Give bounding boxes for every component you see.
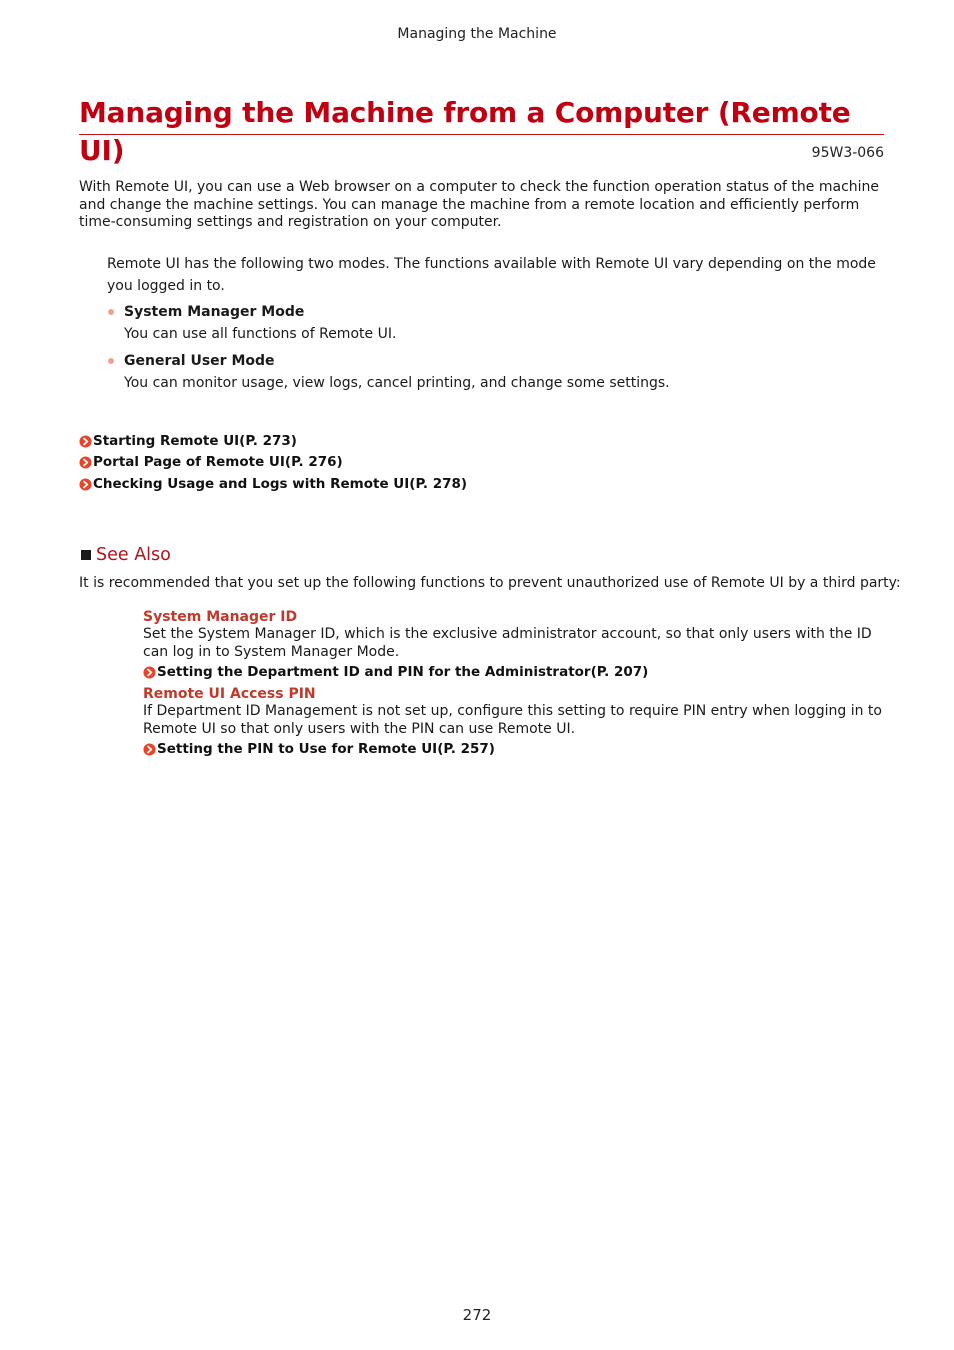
item-description: Set the System Manager ID, which is the exclusive administrator account, so that only users with the ID can log in to System Manager Mode. [143, 626, 872, 660]
link-label[interactable]: Setting the PIN to Use for Remote UI(P. 257) [157, 741, 495, 757]
bullet-dot-icon [108, 309, 114, 315]
link-label[interactable]: Checking Usage and Logs with Remote UI(P. 278) [93, 476, 468, 492]
running-header: Managing the Machine [397, 26, 557, 42]
see-also-item-system-manager-id [143, 609, 883, 682]
link-label[interactable]: Portal Page of Remote UI(P. 276) [93, 454, 343, 470]
arrow-circle-icon [143, 743, 156, 756]
item-description: If Department ID Management is not set up, configure this setting to require PIN entry when logging in to Remote UI so that only users with the PIN can use Remote UI. [143, 703, 882, 737]
arrow-circle-icon [79, 478, 92, 491]
see-also-heading-label: See Also [96, 545, 171, 565]
mode-description: You can use all functions of Remote UI. [124, 326, 397, 342]
item-title: System Manager ID [143, 609, 298, 625]
link-remote-ui-pin[interactable] [143, 739, 883, 759]
link-starting-remote-ui[interactable] [79, 431, 297, 451]
mode-title: General User Mode [124, 353, 275, 369]
modes-intro: Remote UI has the following two modes. The functions available with Remote UI vary depending on the mode you logged in to. [107, 256, 876, 294]
see-also-heading [79, 543, 171, 567]
square-icon [81, 550, 91, 560]
document-id: 95W3-066 [811, 145, 884, 161]
see-also-item-remote-ui-pin [143, 686, 883, 759]
mode-title: System Manager Mode [124, 304, 305, 320]
page-number: 272 [462, 1306, 492, 1324]
arrow-circle-icon [79, 435, 92, 448]
mode-description: You can monitor usage, view logs, cancel printing, and change some settings. [124, 375, 670, 391]
arrow-circle-icon [143, 666, 156, 679]
link-checking-usage[interactable] [79, 474, 467, 494]
intro-paragraph: With Remote UI, you can use a Web browser on a computer to check the function operation status of the machine and change the machine settings. You can manage the machine from a remote location and efficiently perform time-consuming settings and registration on your computer. [79, 179, 880, 231]
bullet-dot-icon [108, 358, 114, 364]
arrow-circle-icon [79, 456, 92, 469]
title-divider [79, 134, 884, 135]
item-title: Remote UI Access PIN [143, 686, 316, 702]
link-portal-page[interactable] [79, 452, 343, 472]
link-department-id-pin[interactable] [143, 662, 883, 682]
link-label[interactable]: Starting Remote UI(P. 273) [93, 433, 297, 449]
see-also-intro: It is recommended that you set up the following functions to prevent unauthorized use of Remote UI by a third party: [79, 575, 901, 591]
page-title: Managing the Machine from a Computer (Remote UI) [79, 96, 851, 167]
link-label[interactable]: Setting the Department ID and PIN for the Administrator(P. 207) [157, 664, 649, 680]
